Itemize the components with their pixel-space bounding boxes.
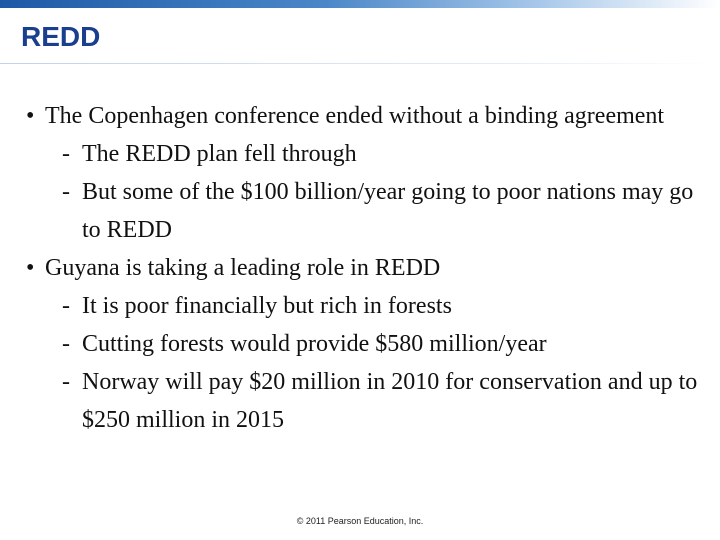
sub-bullet-text: But some of the $100 billion/year going to poor nations may go to REDD: [82, 179, 694, 243]
copyright-footer: © 2011 Pearson Education, Inc.: [296, 516, 424, 526]
sub-bullet-text: The REDD plan fell through: [82, 141, 357, 167]
sub-bullet-dash: -: [62, 141, 70, 167]
sub-bullet-dash: -: [62, 179, 70, 205]
sub-bullet-dash: -: [62, 293, 70, 319]
title-divider: [0, 63, 720, 64]
top-accent-band: [0, 0, 720, 8]
sub-bullet-item: [0, 325, 702, 363]
bullet-item: [0, 249, 685, 287]
sub-bullet-text: Norway will pay $20 million in 2010 for conservation and up to $250 million in 2015: [82, 369, 698, 433]
bullet-item: [0, 97, 685, 135]
sub-bullet-item: [0, 363, 702, 439]
bullet-dot: •: [26, 255, 35, 281]
bullet-dot: •: [26, 103, 35, 129]
sub-bullet-item: [0, 173, 702, 249]
sub-bullet-dash: -: [62, 331, 70, 357]
sub-bullet-dash: -: [62, 369, 70, 395]
sub-bullet-text: It is poor financially but rich in forests: [82, 293, 452, 319]
slide-title: REDD: [21, 21, 101, 52]
bullet-text: The Copenhagen conference ended without a binding agreement: [45, 103, 665, 129]
slide-body: [0, 97, 720, 439]
bullet-text: Guyana is taking a leading role in REDD: [45, 255, 441, 281]
sub-bullet-text: Cutting forests would provide $580 million/year: [82, 331, 547, 357]
sub-bullet-item: [0, 287, 702, 325]
sub-bullet-item: [0, 135, 702, 173]
